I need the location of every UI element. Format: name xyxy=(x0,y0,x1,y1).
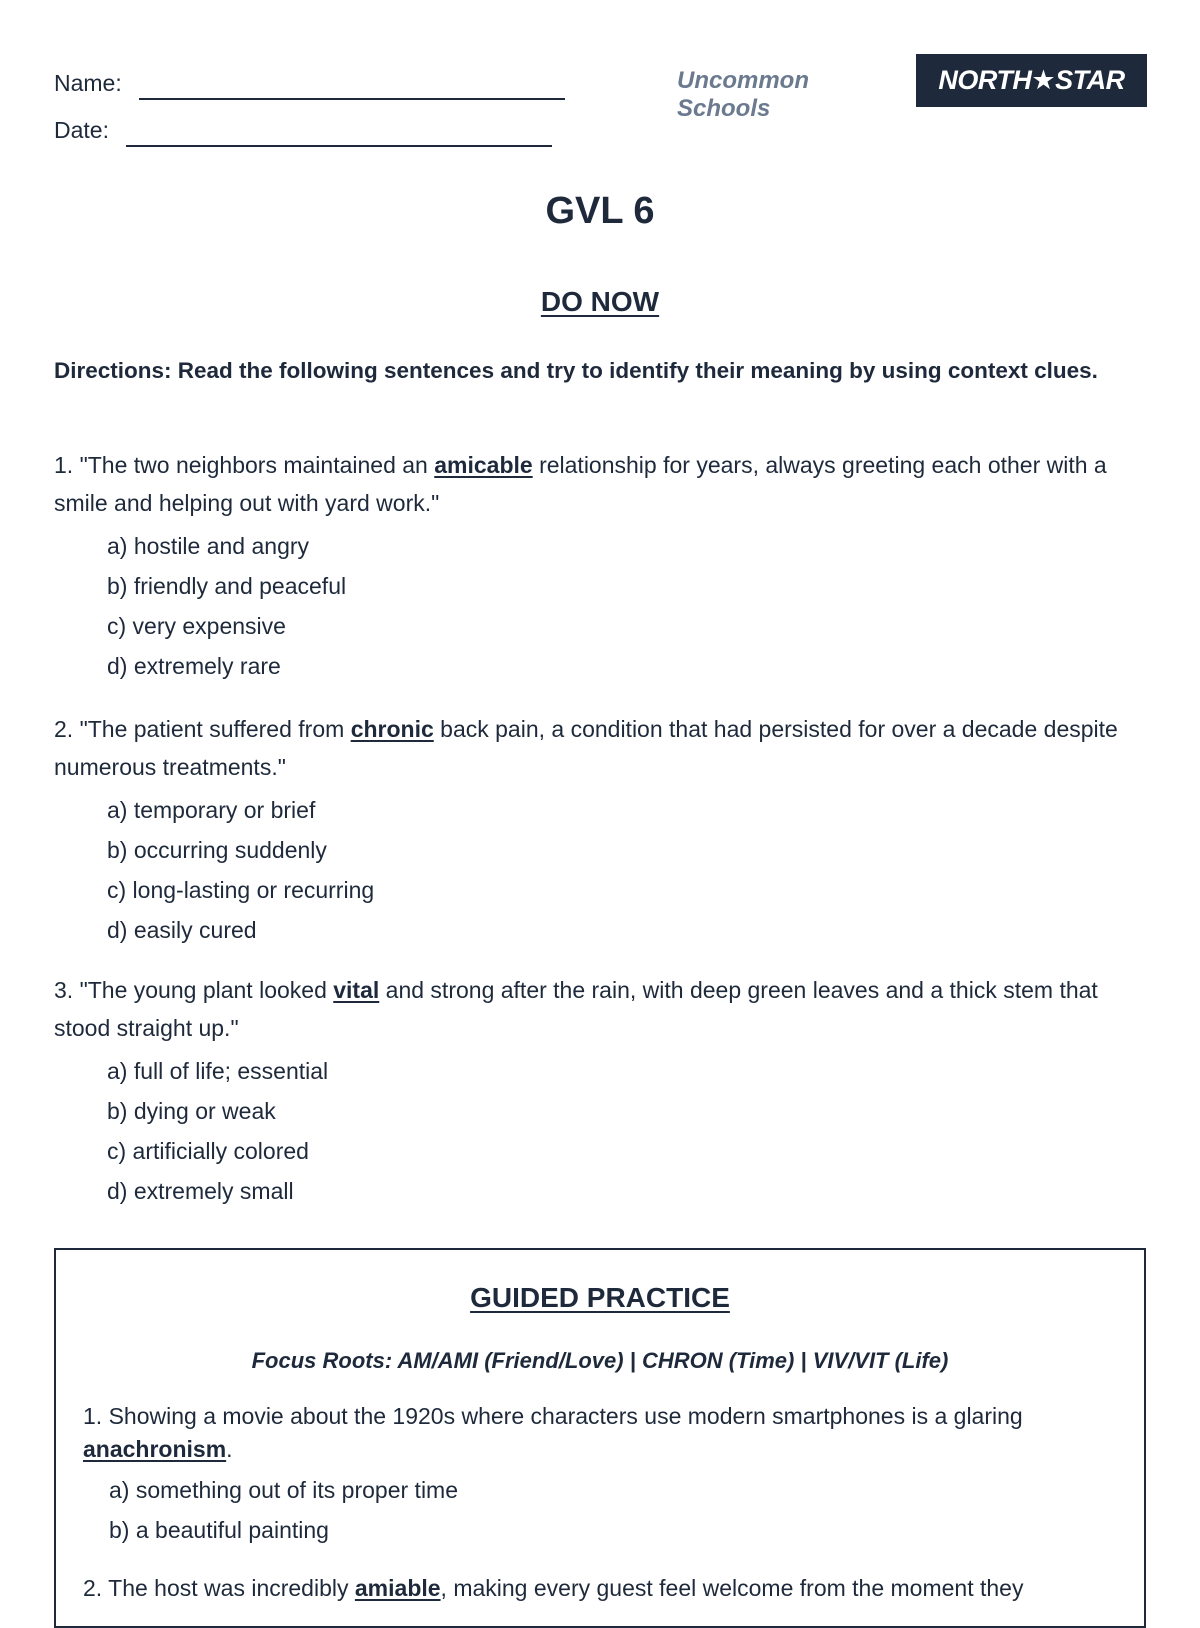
question-text-end: , making every guest feel welcome from the moment they xyxy=(440,1575,1024,1601)
do-now-heading: DO NOW xyxy=(540,286,660,317)
uncommon-schools-logo-text: Uncommon Schools xyxy=(677,67,809,122)
date-field[interactable] xyxy=(54,117,109,144)
vocab-word: vital xyxy=(333,977,380,1003)
question-item xyxy=(54,710,1154,950)
question-text-end: . xyxy=(226,1436,233,1462)
question-text-end: and strong after the rain, with deep green leaves and a thick stem that stood straight up." xyxy=(54,977,1098,1041)
directions-text: Directions: Read the following sentences and try to identify their meaning by using context clues. xyxy=(54,358,1098,383)
guided-practice-heading: GUIDED PRACTICE xyxy=(470,1282,730,1313)
question-text-start: 3. "The young plant looked xyxy=(54,977,334,1003)
answer-option[interactable]: a) full of life; essential xyxy=(107,1058,329,1084)
answer-option[interactable]: b) friendly and peaceful xyxy=(107,573,347,599)
question-text-start: 1. Showing a movie about the 1920s where characters use modern smartphones is a glaring xyxy=(83,1403,1023,1429)
answer-options xyxy=(107,1051,1154,1211)
question-text-start: 2. The host was incredibly xyxy=(83,1575,355,1601)
vocab-word: amiable xyxy=(354,1575,441,1601)
answer-option[interactable]: c) long-lasting or recurring xyxy=(107,877,375,903)
date-label: Date: xyxy=(54,117,109,143)
answer-option[interactable]: b) a beautiful painting xyxy=(109,1517,329,1543)
answer-option[interactable]: d) extremely rare xyxy=(107,653,281,679)
vocab-word: chronic xyxy=(350,716,434,742)
practice-question xyxy=(83,1572,1123,1605)
answer-option[interactable]: a) temporary or brief xyxy=(107,797,316,823)
answer-options xyxy=(107,526,1154,686)
answer-option[interactable]: b) dying or weak xyxy=(107,1098,276,1124)
guided-practice-box xyxy=(54,1248,1146,1628)
answer-option[interactable]: c) very expensive xyxy=(107,613,286,639)
name-label: Name: xyxy=(54,70,122,96)
question-text-start: 1. "The two neighbors maintained an xyxy=(54,452,435,478)
vocab-word: amicable xyxy=(434,452,533,478)
question-item xyxy=(54,971,1154,1211)
answer-options xyxy=(107,790,1154,950)
answer-option[interactable]: a) something out of its proper time xyxy=(109,1477,458,1503)
north-star-logo: NORTH★STAR xyxy=(916,54,1147,107)
question-text-start: 2. "The patient suffered from xyxy=(54,716,351,742)
answer-option[interactable]: d) easily cured xyxy=(107,917,257,943)
name-field[interactable] xyxy=(54,70,122,97)
practice-question xyxy=(83,1400,1123,1550)
focus-roots: Focus Roots: AM/AMI (Friend/Love) | CHRON (Time) | VIV/VIT (Life) xyxy=(251,1348,949,1373)
date-blank-line[interactable] xyxy=(126,145,552,147)
question-text-end: back pain, a condition that had persisted for over a decade despite numerous treatments." xyxy=(54,716,1118,780)
page-title: GVL 6 xyxy=(545,190,655,232)
answer-option[interactable]: c) artificially colored xyxy=(107,1138,309,1164)
answer-options xyxy=(109,1470,1123,1550)
name-blank-line[interactable] xyxy=(139,98,565,100)
vocab-word: anachronism xyxy=(83,1436,227,1462)
question-text-end: relationship for years, always greeting each other with a smile and helping out with yard work." xyxy=(54,452,1107,516)
answer-option[interactable]: a) hostile and angry xyxy=(107,533,310,559)
answer-option[interactable]: d) extremely small xyxy=(107,1178,294,1204)
question-item xyxy=(54,446,1154,686)
answer-option[interactable]: b) occurring suddenly xyxy=(107,837,327,863)
